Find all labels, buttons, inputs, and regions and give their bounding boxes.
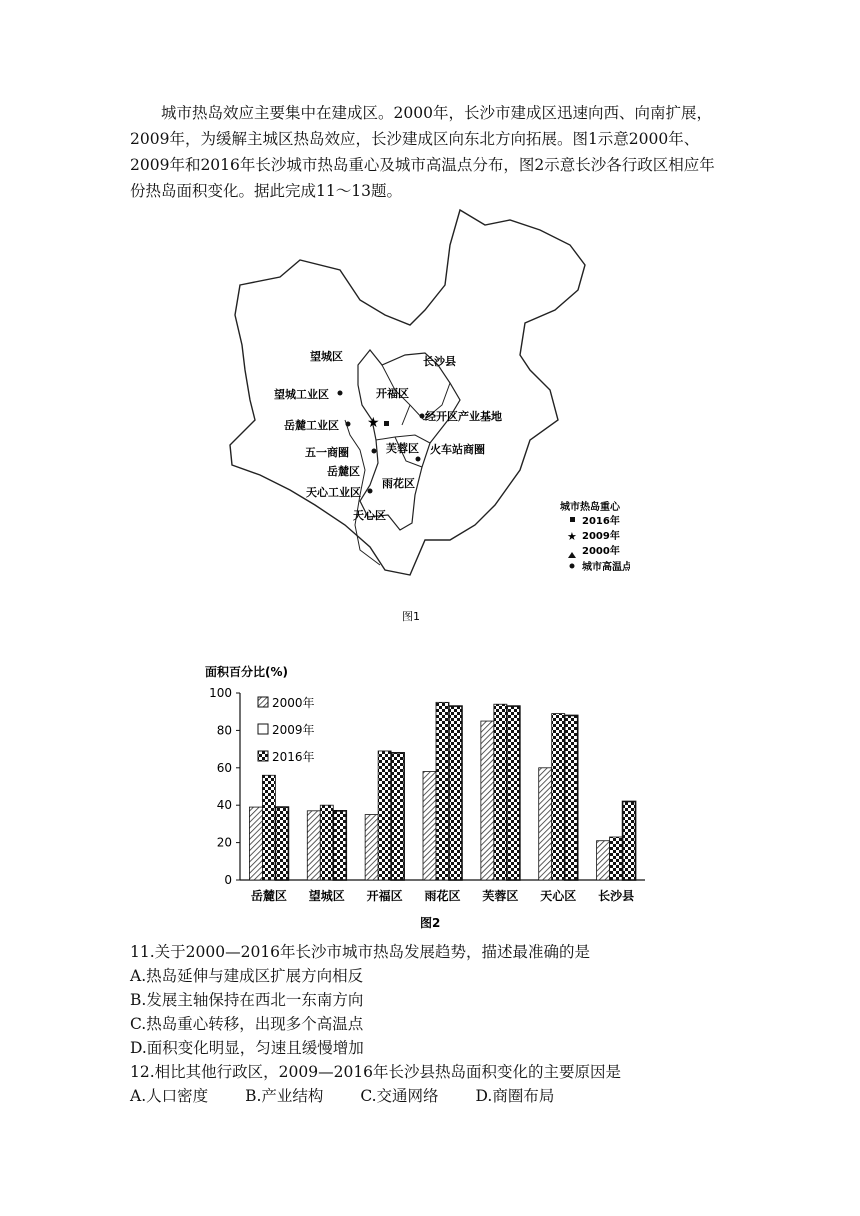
bar-0-4: [481, 721, 494, 880]
hot-point-yuelu: [346, 422, 351, 427]
bar-0-6: [597, 841, 610, 880]
bar-0-1: [307, 811, 320, 880]
bar-1-4: [494, 704, 507, 880]
bar-1-3: [436, 702, 449, 880]
x-tick-label: 雨花区: [424, 889, 461, 903]
x-tick-label: 天心区: [540, 889, 577, 903]
bar-1-5: [552, 714, 565, 880]
bar-1-1: [320, 805, 333, 880]
label-kaifu: 开福区: [376, 387, 409, 400]
label-tianxin: 天心区: [353, 509, 386, 522]
label-wuyi: 五一商圈: [305, 446, 349, 459]
label-wangcheng: 望城区: [310, 350, 343, 363]
y-tick-label: 100: [209, 686, 232, 700]
legend-label: 2016年: [272, 750, 315, 764]
chart-title: 面积百分比(%): [205, 665, 288, 679]
legend-swatch: [258, 697, 268, 707]
question-12-option-c: C.交通网络: [360, 1087, 439, 1105]
label-yuelu: 岳麓区: [327, 465, 360, 478]
label-yuelu-industrial: 岳麓工业区: [284, 419, 339, 432]
legend-square-icon: [570, 517, 575, 522]
bar-2-0: [275, 807, 288, 880]
bar-2-4: [507, 706, 520, 880]
y-tick-label: 20: [216, 835, 232, 850]
bar-1-0: [262, 775, 275, 880]
legend-swatch: [258, 724, 268, 734]
y-tick-label: 40: [216, 798, 232, 813]
legend-triangle-icon: [568, 552, 576, 558]
legend-swatch: [258, 751, 268, 761]
figure-2-caption: 图2: [420, 916, 441, 930]
hot-point-tianxin: [368, 489, 373, 494]
y-tick-label: 60: [216, 760, 232, 775]
question-12-options: [130, 1084, 750, 1108]
figure-1-caption: 图1: [402, 610, 420, 623]
map-svg: [210, 205, 630, 625]
label-changsha-county: 长沙县: [423, 355, 456, 368]
legend-star-icon: ★: [567, 530, 577, 543]
question-12-option-d: D.商圈布局: [475, 1087, 555, 1105]
y-tick-label: 0: [224, 873, 232, 887]
bar-2-2: [391, 753, 404, 880]
bar-0-5: [539, 768, 552, 880]
legend-hot-point: 城市高温点: [582, 562, 630, 573]
bar-2-6: [623, 801, 636, 880]
questions: [130, 940, 750, 1108]
label-jingkai: 经开区产业基地: [425, 410, 502, 423]
label-tianxin-industrial: 天心工业区: [306, 486, 361, 499]
legend-label: 2009年: [272, 723, 315, 737]
x-tick-label: 望城区: [308, 889, 345, 903]
legend-label: 2000年: [272, 696, 315, 710]
label-yuhua: 雨花区: [382, 477, 415, 490]
intro-paragraph: [130, 100, 730, 204]
bar-1-2: [378, 751, 391, 880]
bar-2-1: [333, 811, 346, 880]
bar-0-0: [249, 807, 262, 880]
bar-0-3: [423, 772, 436, 880]
question-12: 12.相比其他行政区，2009—2016年长沙县热岛面积变化的主要原因是: [130, 1063, 622, 1081]
map-district-lines: [358, 350, 460, 530]
bar-1-6: [610, 837, 623, 880]
legend-2000: 2000年: [582, 546, 620, 557]
figure-1-map: [210, 205, 630, 625]
bar-2-3: [449, 706, 462, 880]
legend-2016: 2016年: [582, 516, 620, 527]
x-tick-label: 开福区: [366, 889, 403, 903]
figure-2-chart: [190, 655, 660, 935]
question-11-option-d: D.面积变化明显，匀速且缓慢增加: [130, 1039, 364, 1057]
label-furong: 芙蓉区: [386, 442, 419, 455]
square-2016: [384, 421, 389, 426]
hot-point-wuyi: [372, 449, 377, 454]
question-12-option-b: B.产业结构: [245, 1087, 324, 1105]
intro-text: 城市热岛效应主要集中在建成区。2000年，长沙市建成区迅速向西、向南扩展，2009年，为缓解主城区热岛效应，长沙建成区向东北方向拓展。图1示意2000年、2009年和2016年长沙城市热岛重心及城市高温点分布，图2示意长沙各行政区相应年份热岛面积变化。据此完成11～13题。: [130, 104, 715, 200]
hot-point-jingkai: [420, 414, 425, 419]
bar-2-5: [565, 715, 578, 880]
label-wangcheng-industrial: 望城工业区: [274, 388, 329, 401]
legend-dot-icon: [570, 564, 575, 569]
hot-point-train: [416, 457, 421, 462]
legend-2009: 2009年: [582, 531, 620, 542]
question-12-option-a: A.人口密度: [130, 1087, 209, 1105]
x-tick-label: 岳麓区: [250, 889, 287, 903]
label-train-station: 火车站商圈: [430, 443, 485, 456]
legend-title: 城市热岛重心: [560, 502, 620, 513]
chart-svg: [190, 655, 660, 935]
question-11-option-b: B.发展主轴保持在西北一东南方向: [130, 991, 364, 1009]
y-tick-label: 80: [216, 723, 232, 738]
question-11-option-c: C.热岛重心转移，出现多个高温点: [130, 1015, 364, 1033]
star-2009: ★: [367, 415, 380, 431]
x-tick-label: 长沙县: [598, 889, 635, 903]
question-11: 11.关于2000—2016年长沙市城市热岛发展趋势，描述最准确的是: [130, 943, 591, 961]
x-tick-label: 芙蓉区: [482, 889, 519, 903]
bar-0-2: [365, 815, 378, 880]
hot-point-wangcheng: [338, 391, 343, 396]
question-11-option-a: A.热岛延伸与建成区扩展方向相反: [130, 967, 364, 985]
